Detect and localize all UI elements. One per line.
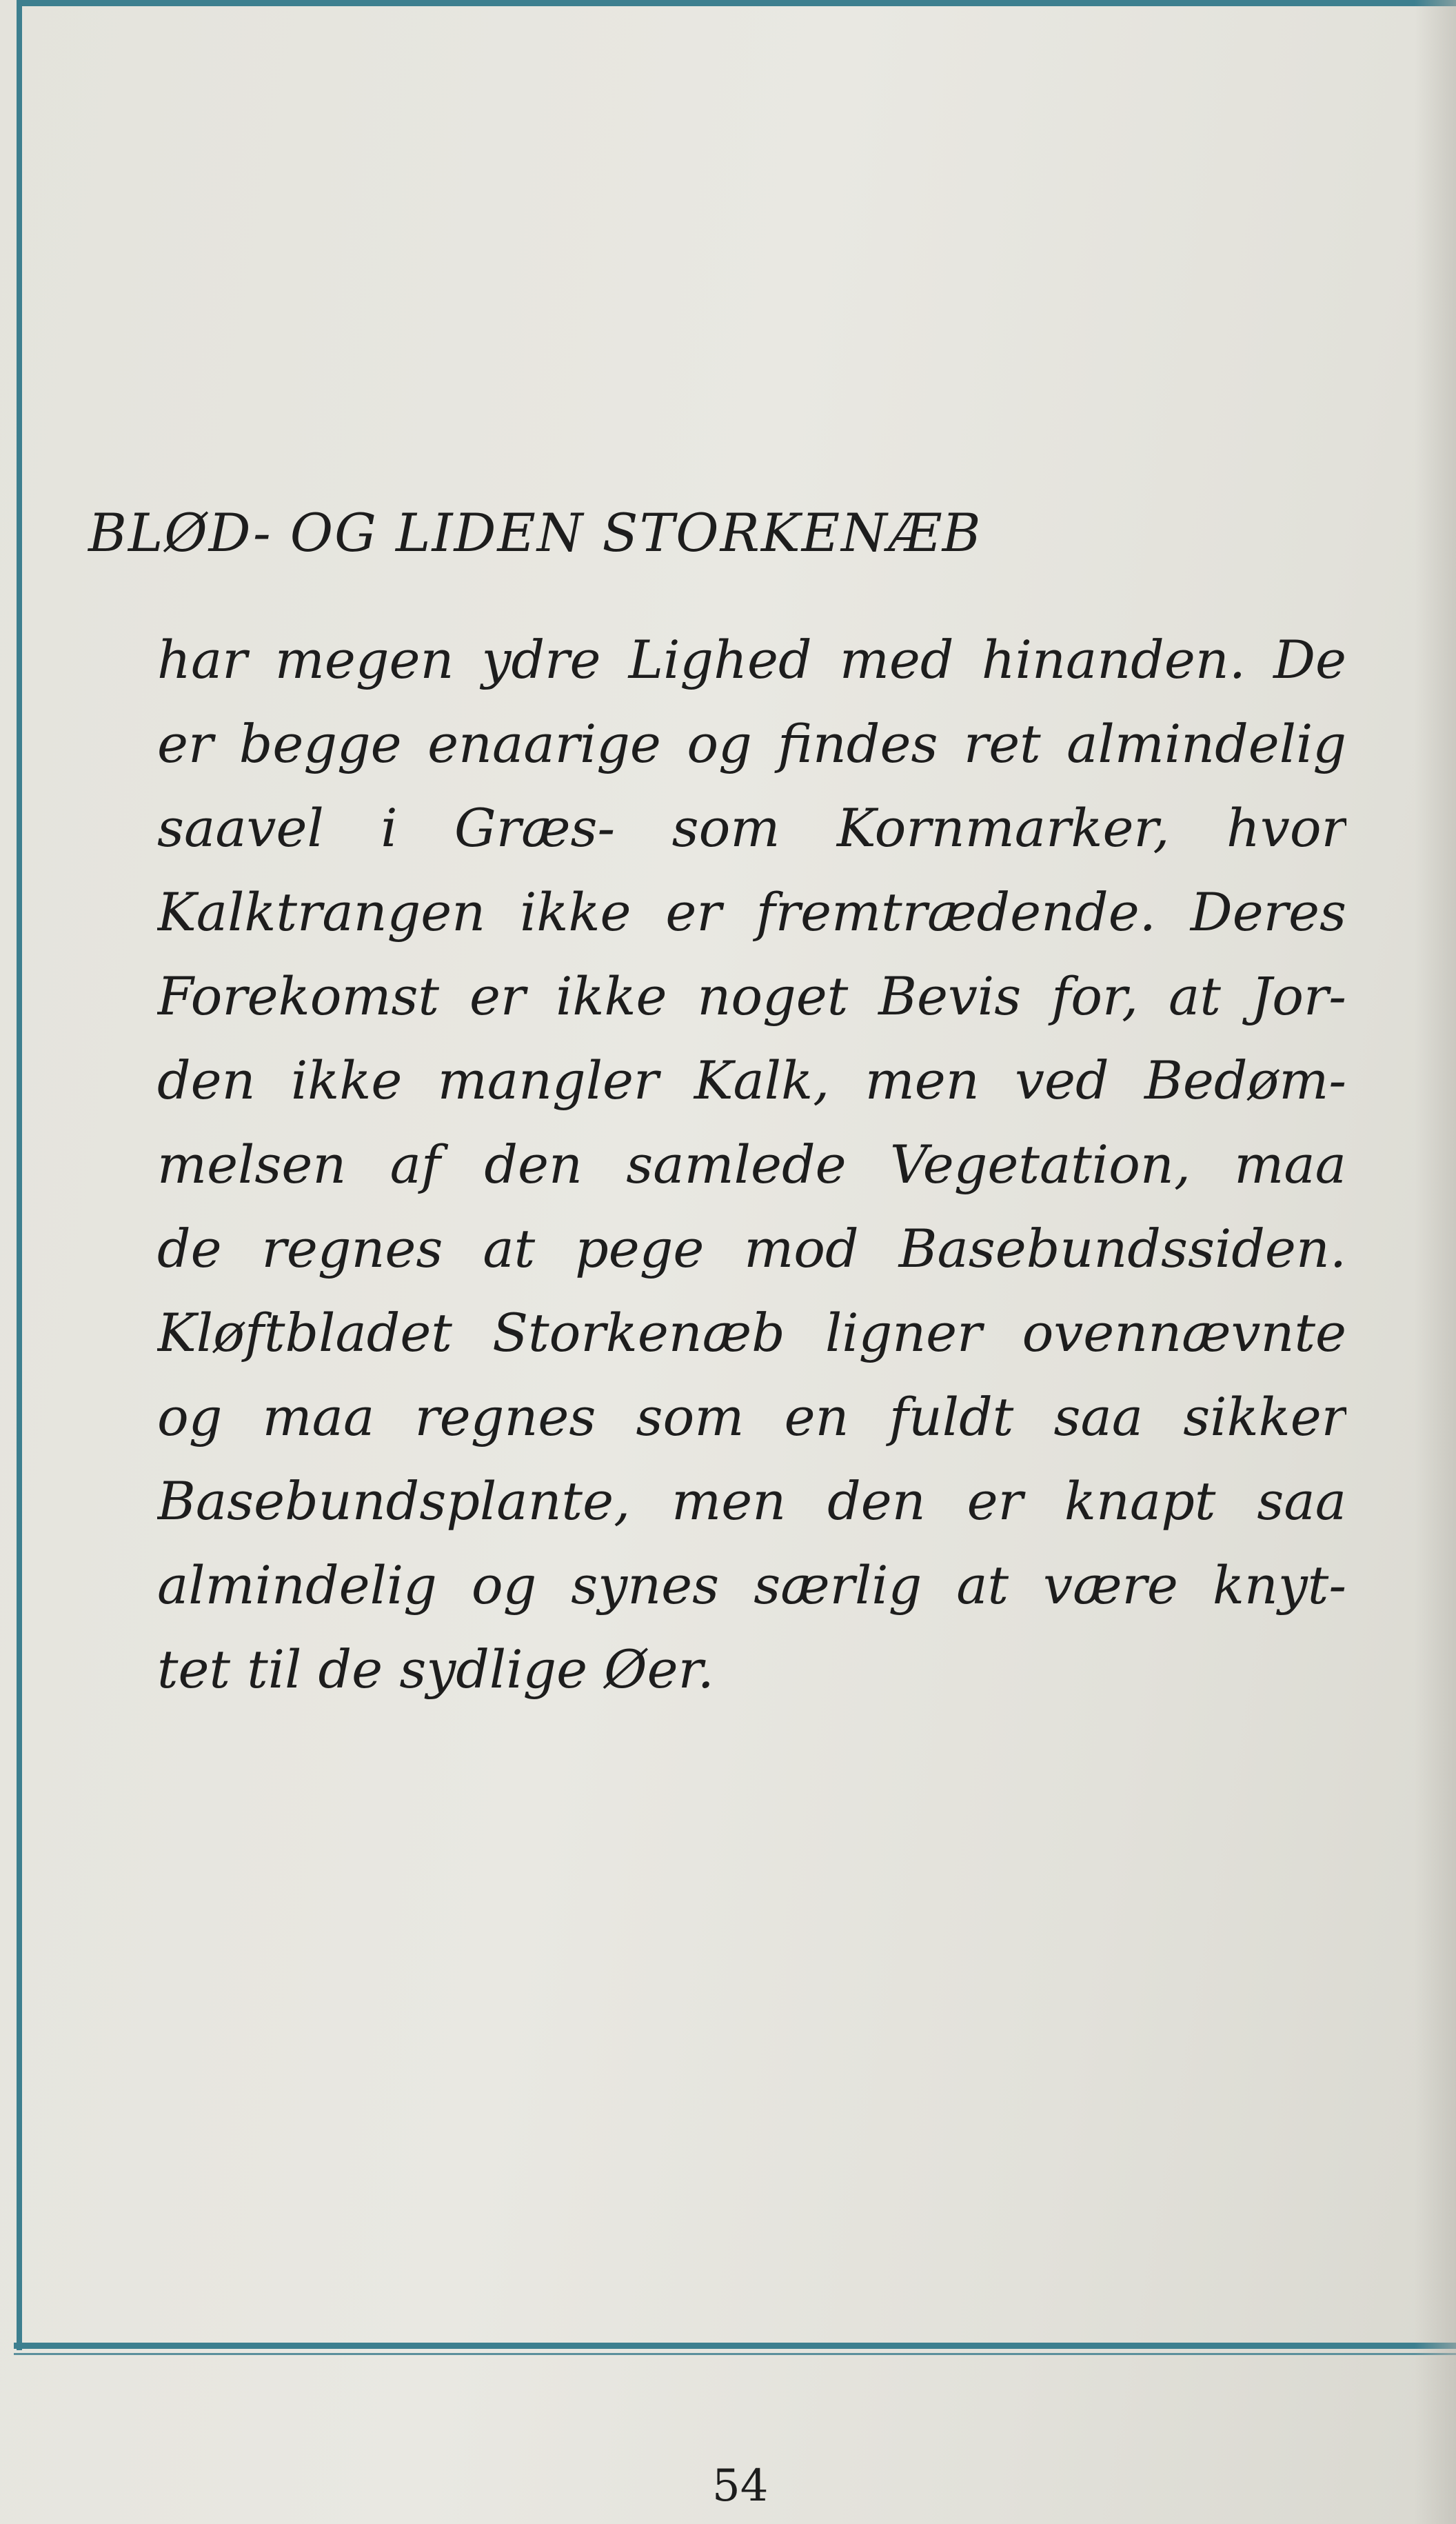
text-line: saavel i Græs- som Kornmarker, hvor	[157, 797, 1346, 859]
text-line: de regnes at pege mod Basebundssiden.	[157, 1218, 1346, 1279]
text-line: har megen ydre Lighed med hinanden. De	[157, 629, 1346, 690]
body-paragraph	[157, 618, 1346, 1712]
frame-left-border	[17, 0, 22, 2350]
frame-top-border	[19, 0, 1456, 6]
section-heading: BLØD- OG LIDEN STORKENÆB	[88, 502, 982, 563]
text-line: er begge enaarige og findes ret almindelig	[157, 713, 1346, 774]
page-number: 54	[712, 2461, 769, 2512]
text-line: Kalktrangen ikke er fremtrædende. Deres	[157, 881, 1346, 943]
text-line: almindelig og synes særlig at være knyt-	[157, 1554, 1346, 1616]
text-line: Forekomst er ikke noget Bevis for, at Jor-	[157, 965, 1346, 1027]
text-line: melsen af den samlede Vegetation, maa	[157, 1134, 1346, 1195]
text-line: og maa regnes som en fuldt saa sikker	[157, 1386, 1346, 1448]
frame-bottom-border	[14, 2343, 1456, 2349]
text-line: den ikke mangler Kalk, men ved Bedøm-	[157, 1050, 1346, 1111]
text-line: Kløftbladet Storkenæb ligner ovennævnte	[157, 1302, 1346, 1363]
page-edge-shadow	[1415, 0, 1456, 2524]
text-line: tet til de sydlige Øer.	[157, 1639, 714, 1700]
text-line: Basebundsplante, men den er knapt saa	[157, 1470, 1346, 1532]
frame-bottom-rule	[14, 2353, 1456, 2355]
